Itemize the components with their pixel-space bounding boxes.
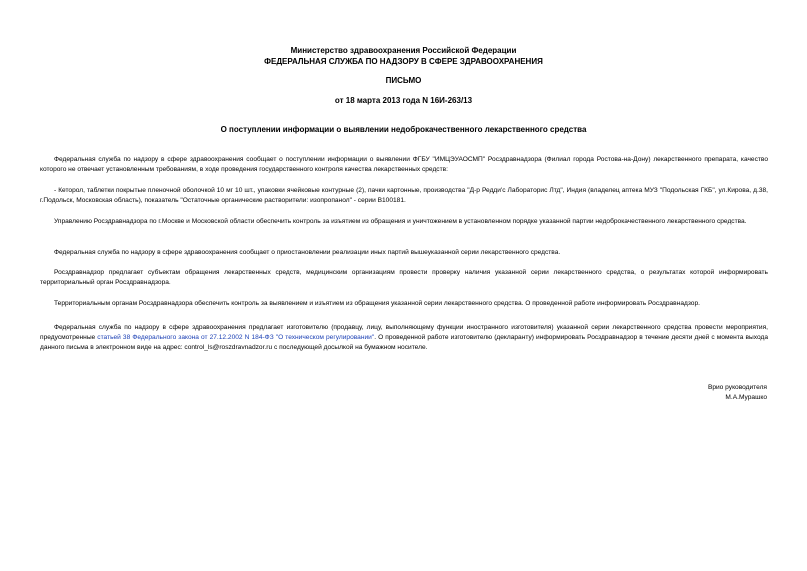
paragraph-6-text: Территориальным органам Росздравнадзора обеспечить контроль за выявлением и изъятием из обращения указанной серии лекарственного средства. О проведенной работе информировать Росздравнадзор. <box>54 300 700 307</box>
paragraph-3 <box>40 217 768 227</box>
paragraph-2 <box>40 186 768 206</box>
paragraph-2-text: - Кеторол, таблетки покрытые пленочной оболочкой 10 мг 10 шт., упаковки ячейковые контурные (2), пачки картонные, производства "Д-р Редди'с Лабораторис Лтд", Индия (владелец аптека МУЗ "Подольская ГКБ", ул.Кирова, д.38, г.Подольск, Московская область), показатель "Остаточные органические растворители: изопропанол" - серии В100181. <box>40 187 768 204</box>
signature-position: Врио руководителя <box>707 384 767 391</box>
paragraph-1 <box>40 155 768 175</box>
paragraph-5-text: Росздравнадзор предлагает субъектам обращения лекарственных средств, медицинским организациям провести проверку наличия указанной серии лекарственного средства, о результатах которой информировать территориальный орган Росздравнадзора. <box>40 269 768 286</box>
law-link[interactable]: статьей 38 Федерального закона от 27.12.2002 N 184-ФЗ "О техническом регулировании" <box>97 334 375 341</box>
paragraph-6 <box>40 299 768 309</box>
paragraph-7-text-end: . О проведенной работе изготовителю (декларанту) информировать Росздравнадзор в течение десяти дней с момента выхода данного письма в электронном виде на адрес: control_ls@roszdravnadzor.ru с последующей досылкой на бумажном носителе. <box>40 334 768 351</box>
document-title: О поступлении информации о выявлении недоброкачественного лекарственного средства <box>220 125 587 134</box>
signature-name: М.А.Мурашко <box>725 394 767 401</box>
paragraph-1-text: Федеральная служба по надзору в сфере здравоохранения сообщает о поступлении информации о выявлении ФГБУ "ИМЦЭУАОСМП" Росздравнадзора (Филиал города Ростова-на-Дону) лекарственного препарата, качество которого не отвечает установленным требованиям, в ходе проведения государственного контроля качества лекарственных средств: <box>40 156 768 173</box>
paragraph-7-text-start: Федеральная служба по надзору в сфере здравоохранения предлагает изготовителю (продавцу, лицу, выполняющему функции иностранного изготовителя) указанной серии лекарственного средства провести мероприятия, предусмотренные <box>40 324 768 341</box>
paragraph-4-text: Федеральная служба по надзору в сфере здравоохранения сообщает о приостановлении реализации иных партий вышеуказанной серии лекарственного средства. <box>54 249 561 256</box>
paragraph-4 <box>40 248 768 258</box>
document-date-number: от 18 марта 2013 года N 16И-263/13 <box>334 96 473 105</box>
paragraph-7 <box>40 323 768 353</box>
service-name: ФЕДЕРАЛЬНАЯ СЛУЖБА ПО НАДЗОРУ В СФЕРЕ ЗДРАВООХРАНЕНИЯ <box>264 57 543 66</box>
document-type: ПИСЬМО <box>385 76 422 85</box>
paragraph-5 <box>40 268 768 288</box>
ministry-name: Министерство здравоохранения Российской Федерации <box>290 46 517 55</box>
paragraph-3-text: Управлению Росздравнадзора по г.Москве и Московской области обеспечить контроль за изъятием из обращения и уничтожением в установленном порядке указанной партии недоброкачественного лекарственного средства. <box>54 218 747 225</box>
